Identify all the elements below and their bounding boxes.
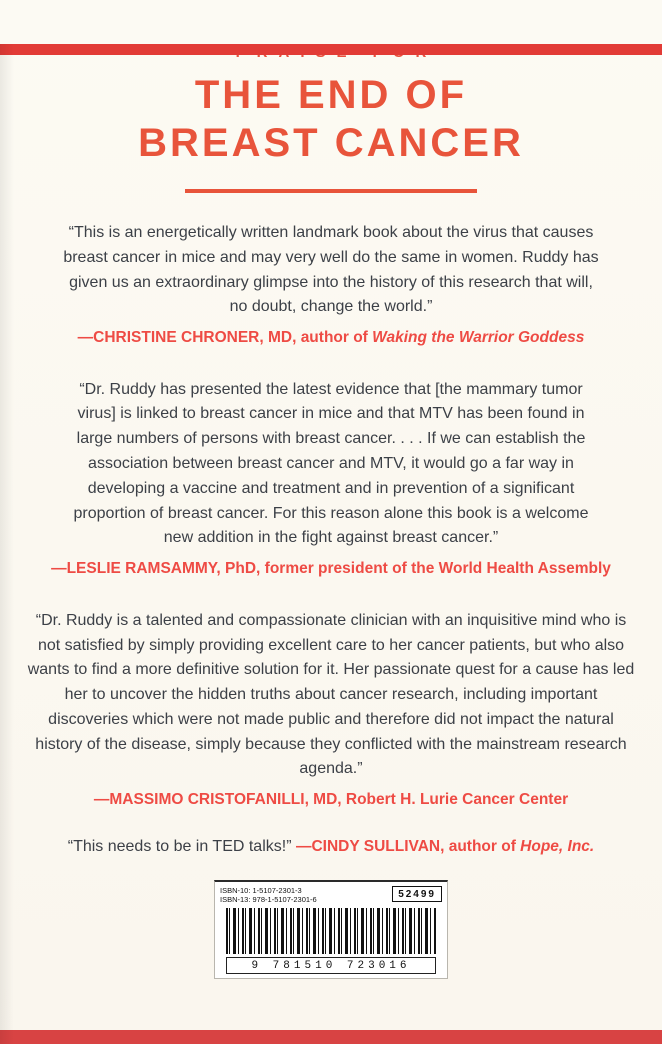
price-code-box: 52499	[392, 886, 442, 902]
ted-attribution	[296, 838, 594, 855]
title-divider-rule	[185, 189, 477, 193]
attribution-3-text: —MASSIMO CRISTOFANILLI, MD, Robert H. Lurie Cancer Center	[93, 791, 569, 809]
barcode-number: 9 781510 723016	[226, 957, 436, 974]
book-title-line-2: BREAST CANCER	[138, 121, 524, 165]
praise-quote-2: “Dr. Ruddy has presented the latest evidence that [the mammary tumor virus] is linked to breast cancer in mice and that MTV has been found in large numbers of persons with breast cancer. . . . If we can establish the association between breast cancer and MTV, it would go a far way in developing a vaccine and treatment and in prevention of a significant proportion of breast cancer. For this reason alone this book is a welcome new addition in the fight against breast cancer.”	[73, 380, 589, 547]
barcode-panel	[214, 880, 448, 979]
isbn-block	[220, 885, 317, 905]
ted-quote-text: “This needs to be in TED talks!”	[67, 837, 296, 855]
barcode-image	[226, 908, 436, 954]
ted-attribution-text: —CINDY SULLIVAN, author of	[295, 837, 521, 855]
attribution-2-text: —LESLIE RAMSAMMY, PhD, former president of the World Health Assembly	[51, 560, 611, 578]
ted-attribution-book-title: Hope, Inc.	[520, 837, 595, 855]
praise-quote-1: “This is an energetically written landmark book about the virus that causes breast cancer in mice and may very well do the same in women. Ruddy has given us an extraordinary glimpse into the history of this research that will, no doubt, change the world.”	[63, 224, 599, 316]
isbn-10-text: ISBN-10: 1-5107-2301-3	[220, 885, 302, 895]
barcode-header	[220, 885, 442, 905]
book-back-cover	[0, 44, 662, 979]
cover-bottom-red-strip	[0, 1030, 662, 1044]
ted-talks-quote-line	[0, 838, 662, 856]
cover-top-red-strip	[0, 44, 662, 55]
praise-attribution-1	[31, 327, 631, 349]
praise-attribution-2	[31, 558, 631, 580]
praise-quote-3: “Dr. Ruddy is a talented and compassionate clinician with an inquisitive mind who is not satisfied by simply providing excellent care to her cancer patients, but who also wants to find a more definitive solution for it. Her passionate quest for a cause has led her to uncover the hidden truths about cancer research, including important discoveries which were not made public and therefore did not impact the natural history of the disease, simply because they conflicted with the mainstream research agenda.”	[27, 611, 635, 778]
book-title-line-1: THE END OF	[194, 73, 468, 117]
attribution-1-book-title: Waking the Warrior Goddess	[372, 329, 585, 347]
book-title	[0, 71, 662, 167]
attribution-1-text: —CHRISTINE CHRONER, MD, author of	[77, 329, 373, 347]
praise-attribution-3	[31, 789, 631, 811]
isbn-13-text: ISBN-13: 978-1-5107-2301-6	[220, 895, 317, 905]
